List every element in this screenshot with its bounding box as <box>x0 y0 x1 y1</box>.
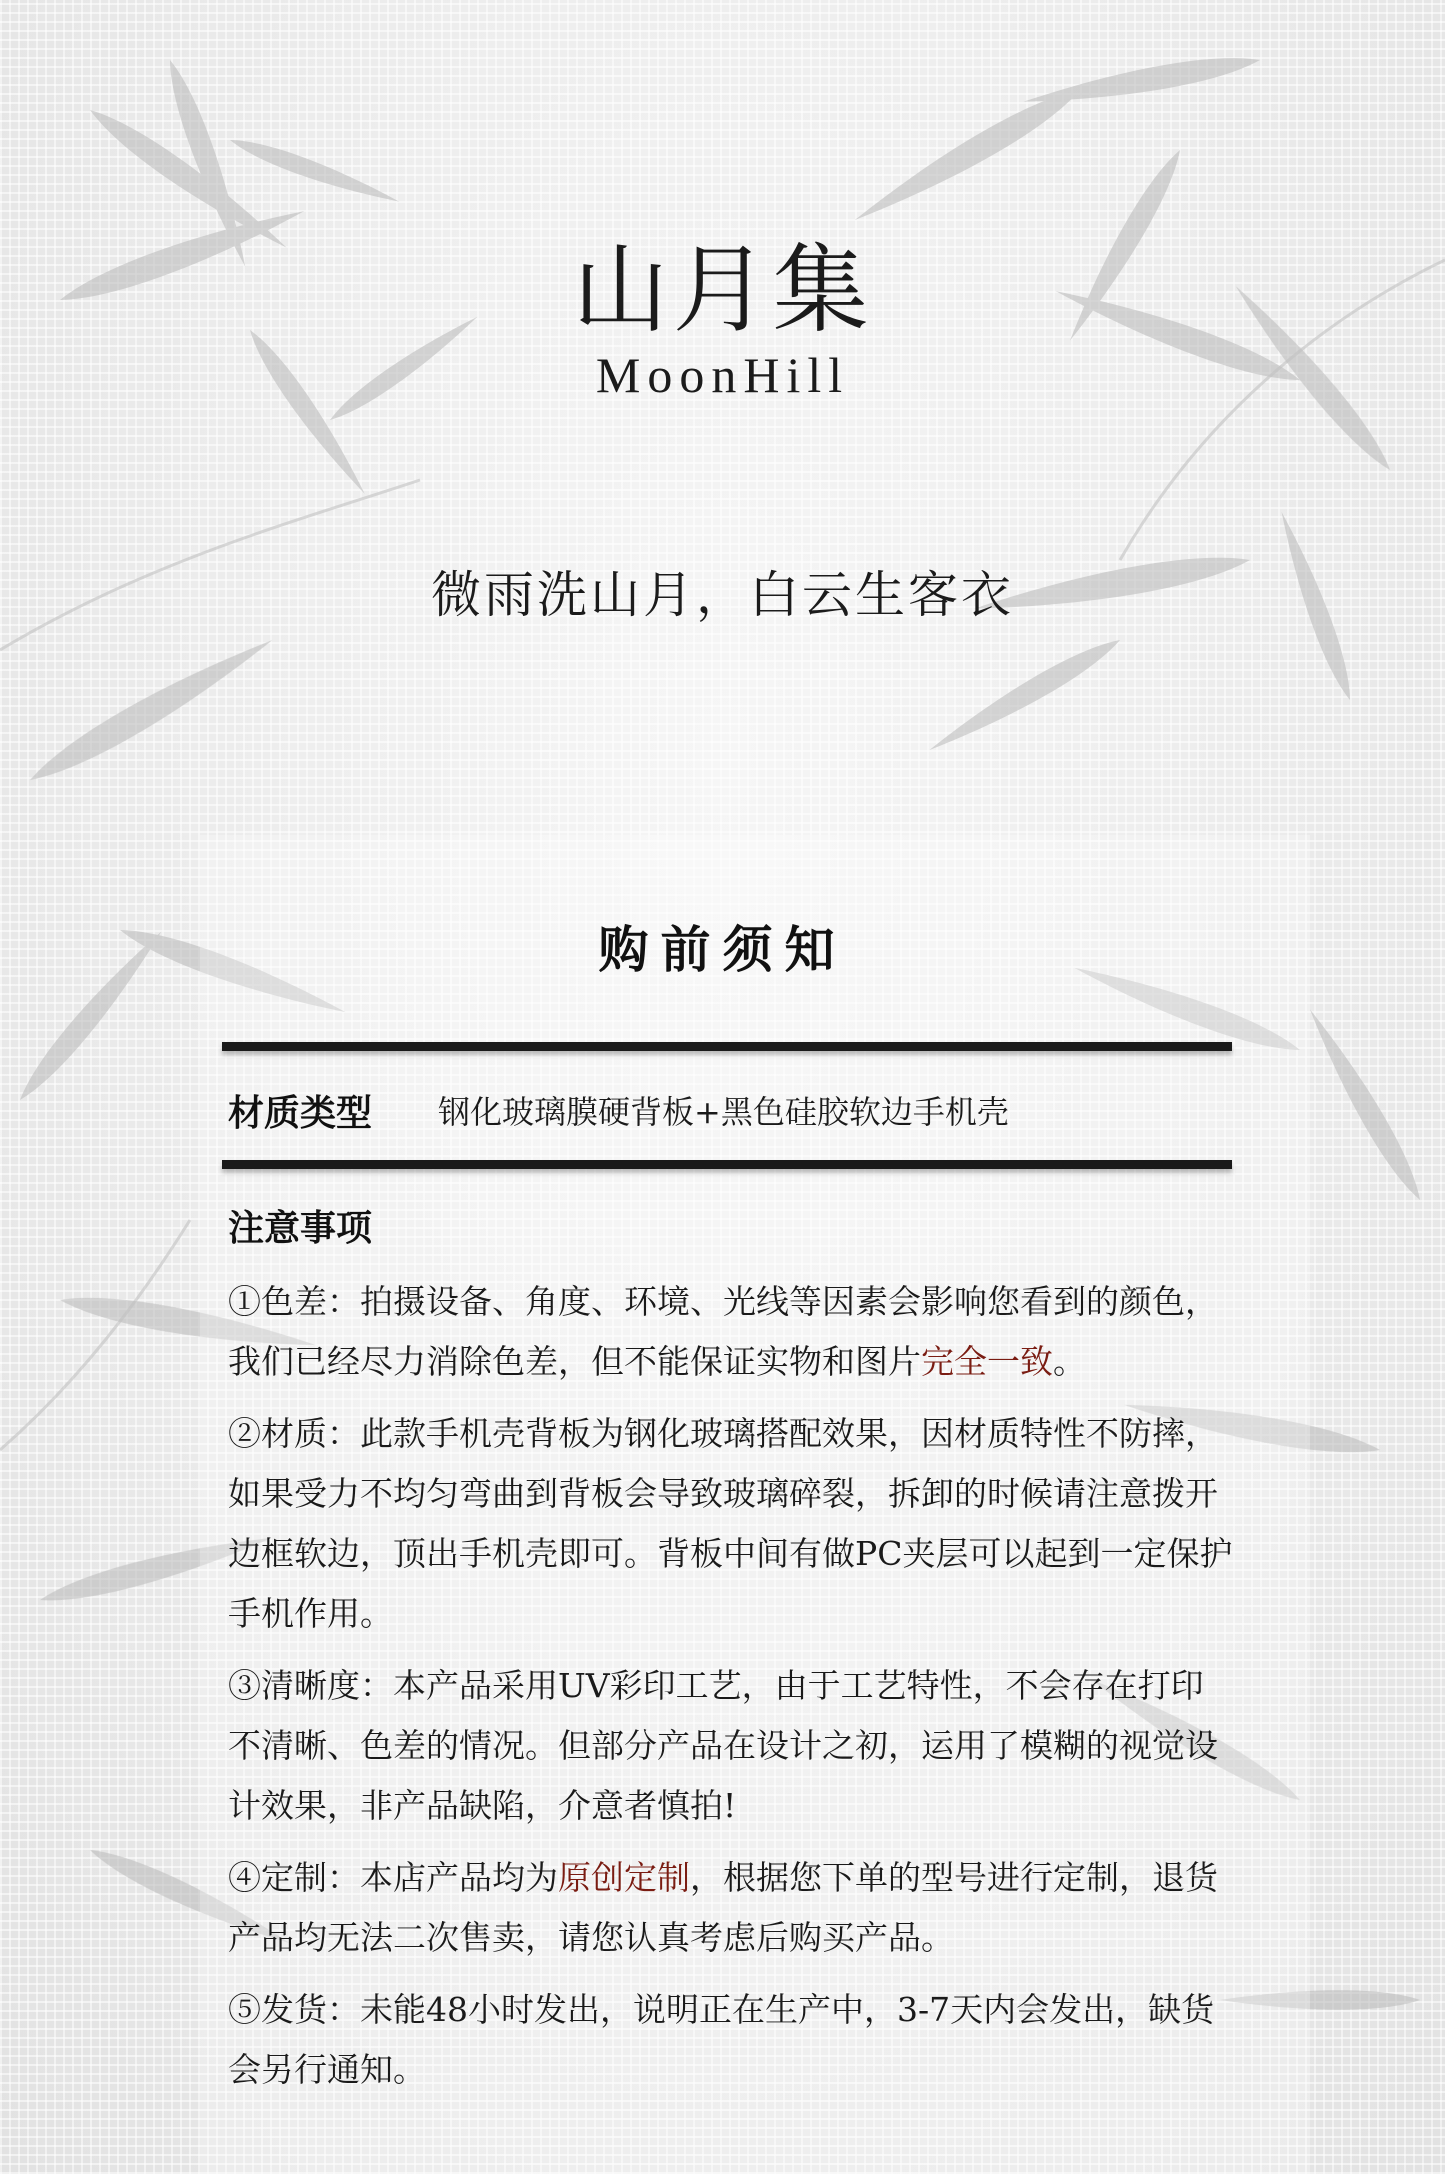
slogan: 微雨洗山月，白云生客衣 <box>431 566 1014 624</box>
notes-heading: 注意事项 <box>228 1207 373 1249</box>
note-text-end: ，根据您下单的型号进行定制，退货产品均无法二次售卖，请您认真考虑后购买产品。 <box>228 1858 1218 1957</box>
note-text: ③清晰度：本产品采用UV彩印工艺，由于工艺特性，不会存在打印不清晰、色差的情况。但部分产品在设计之初，运用了模糊的视觉设计效果，非产品缺陷，介意者慎拍! <box>228 1666 1218 1825</box>
note-text: ⑤发货：未能48小时发出，说明正在生产中，3-7天内会发出，缺货会另行通知。 <box>228 1990 1215 2089</box>
divider-top <box>222 1042 1232 1051</box>
brand-logo <box>0 235 1445 405</box>
note-shipping <box>228 1980 1233 2100</box>
note-color-difference <box>228 1272 1233 1392</box>
note-material <box>228 1404 1233 1644</box>
note-highlight: 原创定制 <box>558 1858 690 1897</box>
note-highlight: 完全一致 <box>921 1342 1053 1381</box>
note-clarity <box>228 1656 1233 1836</box>
note-text-end: 。 <box>1053 1342 1086 1381</box>
material-row <box>228 1080 1228 1140</box>
note-text: ①色差：拍摄设备、角度、环境、光线等因素会影响您看到的颜色，我们已经尽力消除色差，但不能保证实物和图片 <box>228 1282 1218 1381</box>
brand-name-en: MoonHill <box>595 347 850 403</box>
note-text: ④定制：本店产品均为 <box>228 1858 558 1897</box>
material-label: 材质类型 <box>228 1091 373 1134</box>
material-value: 钢化玻璃膜硬背板+黑色硅胶软边手机壳 <box>438 1093 1009 1131</box>
note-text: ②材质：此款手机壳背板为钢化玻璃搭配效果，因材质特性不防摔，如果受力不均匀弯曲到背板会导致玻璃碎裂，拆卸的时候请注意拨开边框软边，顶出手机壳即可。背板中间有做PC夹层可以起到一定保护手机作用。 <box>228 1414 1233 1633</box>
notes-list <box>228 1272 1233 2112</box>
note-custom <box>228 1848 1233 1968</box>
divider-bottom <box>222 1160 1232 1169</box>
notice-title: 购前须知 <box>598 920 847 979</box>
brand-name-cn: 山月集 <box>572 234 873 346</box>
